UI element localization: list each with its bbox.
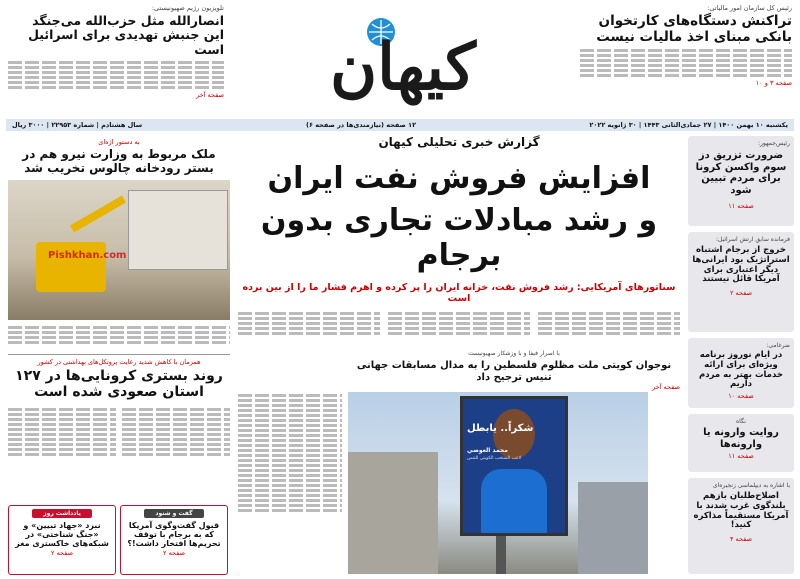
sidebar-headline: ضرورت تزریق دز سوم واکسن کرونا برای مردم تبیین شود xyxy=(695,150,787,196)
page-ref: صفحه ۲ xyxy=(162,548,186,557)
page-ref: صفحه آخر xyxy=(652,383,680,391)
sidebar-kicker: نگاه xyxy=(736,418,746,425)
billboard-photo xyxy=(348,392,648,574)
middle-column-text xyxy=(238,392,342,576)
story-body xyxy=(8,406,230,458)
story-body xyxy=(8,61,224,89)
box-tag: گفت و شنود xyxy=(144,509,204,518)
body-column xyxy=(388,310,530,337)
top-left-story xyxy=(8,4,224,99)
issue-line: سال هشتادم | شماره ۲۲۹۵۳ | ۳۰۰۰ ریال xyxy=(12,121,143,129)
box-tag: یادداشت روز xyxy=(32,509,92,518)
story-body xyxy=(580,49,792,77)
body-column xyxy=(238,310,380,337)
sidebar-headline: خروج از برجام اشتباه استراتژیک بود ایرانی‌ها دیگر اعتباری برای آمریکا قائل نیستند xyxy=(692,245,790,285)
pages-line: ۱۲ صفحه (نیازمندی‌ها در صفحه ۶) xyxy=(306,121,417,129)
date-line: یکشنبه ۱۰ بهمن ۱۴۰۰ | ۲۷ جمادی‌الثانی ۱۴۴۳ | ۳۰ ژانویه ۲۰۲۲ xyxy=(589,121,788,129)
sidebar xyxy=(688,136,794,576)
left-top-story xyxy=(8,138,230,352)
sidebar-item xyxy=(688,232,794,332)
billboard-pole xyxy=(496,532,506,574)
box-headline: نبرد «جهاد تبیین» و «جنگ شناختی» در شبکه‌های خاکستری مغز xyxy=(15,521,109,549)
sidebar-item xyxy=(688,136,794,226)
logo-text: کیهان xyxy=(330,30,476,105)
story-headline: روند بستری کرونایی‌ها در ۱۲۷ استان صعودی شده است xyxy=(15,368,223,401)
body-column xyxy=(538,310,680,337)
sidebar-kicker: رئیس‌جمهور: xyxy=(758,140,790,147)
story-body xyxy=(8,324,230,346)
billboard-sub: لاعب المنتخب الكويتي للتنس xyxy=(467,456,522,461)
page-ref: صفحه ۲ xyxy=(50,548,74,557)
story-kicker: رئیس کل سازمان امور مالیاتی: xyxy=(707,4,792,12)
page-ref: صفحه ۱۱ xyxy=(728,452,754,460)
top-right-story xyxy=(580,4,792,87)
story-headline: انصارالله مثل حزب‌الله می‌جنگد این جنبش تهدیدی برای اسرائیل است xyxy=(28,13,224,57)
player-shirt-icon xyxy=(481,469,547,533)
main-subhead: سناتورهای آمریکایی: رشد فروش نفت، خزانه ایران را پر کرده و اهرم فشار ما را از بین برده است xyxy=(242,282,676,305)
main-kicker: گزارش خبری تحلیلی کیهان xyxy=(378,135,540,149)
building xyxy=(348,452,438,574)
masthead xyxy=(0,0,800,118)
bottom-box xyxy=(8,505,116,575)
sidebar-item xyxy=(688,478,794,574)
sidebar-item xyxy=(688,414,794,472)
excavator-arm-icon xyxy=(70,196,126,233)
story-kicker: به دستور اژه‌ای xyxy=(98,138,140,146)
page-ref: صفحه ۲ xyxy=(729,289,753,298)
story-kicker: همزمان با کاهش شدید رعایت پروتکل‌های بهداشتی در کشور xyxy=(37,358,201,366)
bottom-box xyxy=(120,505,228,575)
page-ref: صفحه ۳ و ۱۰ xyxy=(755,79,792,88)
tennis-story xyxy=(348,350,680,576)
billboard-title: شكراً.. يابطل xyxy=(467,423,534,434)
main-body-columns xyxy=(238,310,680,337)
sidebar-headline: در ایام نوروز برنامه ویژه‌ای برای ارائه خدمات بهتر به مردم داریم xyxy=(699,350,783,390)
page-ref: صفحه ۱۰ xyxy=(728,392,754,401)
sidebar-kicker: فرمانده سابق ارتش اسرائیل: xyxy=(715,236,790,243)
divider xyxy=(8,354,230,355)
story-headline: نوجوان کویتی ملت مظلوم فلسطین را به مدال مسابقات جهانی تنیس ترجیح داد xyxy=(356,360,672,383)
newspaper-logo xyxy=(268,8,538,108)
main-headline-line-2: و رشد مبادلات تجاری بدون برجام xyxy=(260,203,658,273)
demolition-photo xyxy=(8,180,230,320)
main-headline-line-1: افزایش فروش نفت ایران xyxy=(267,160,651,196)
building xyxy=(578,482,648,574)
sidebar-kicker: با اشاره به دیپلماسی زنجیره‌ای xyxy=(712,482,790,489)
story-headline: تراکنش دستگاه‌های کارتخوان بانکی مبنای اخذ مالیات نیست xyxy=(596,13,792,45)
sidebar-kicker: ضرغامی: xyxy=(766,342,790,349)
sidebar-headline: اصلاح‌طلبان بازهم بلندگوی غرب شدند با آمریکا مستقیماً مذاکره کنید! xyxy=(693,491,789,531)
page-ref: صفحه ۱۱ xyxy=(728,202,754,210)
box-headline: قبول گفت‌وگوی آمریکا که به برجام با توقف تحریم‌ها افتخار داشت!؟ xyxy=(127,521,221,549)
page-ref: صفحه ۴ xyxy=(729,535,753,544)
page-ref: صفحه آخر xyxy=(196,91,224,100)
main-story xyxy=(238,136,680,351)
story-kicker: با اصرار فیفا و با وزشکار صهیونیست xyxy=(468,350,560,357)
billboard-screen xyxy=(460,396,568,536)
story-kicker: تلویزیون رژیم صهیونیستی: xyxy=(151,4,224,12)
corona-story xyxy=(8,358,230,500)
sidebar-item xyxy=(688,338,794,408)
date-bar xyxy=(6,119,794,131)
sidebar-headline: روایت وارونه یا وارونه‌ها xyxy=(703,427,779,450)
building xyxy=(128,190,228,270)
billboard-name: محمد العوضي xyxy=(467,447,508,454)
photo-watermark: Pishkhan.com xyxy=(48,250,127,261)
story-headline: ملک مربوط به وزارت نیرو هم در بستر رودخانه چالوس تخریب شد xyxy=(22,147,216,175)
